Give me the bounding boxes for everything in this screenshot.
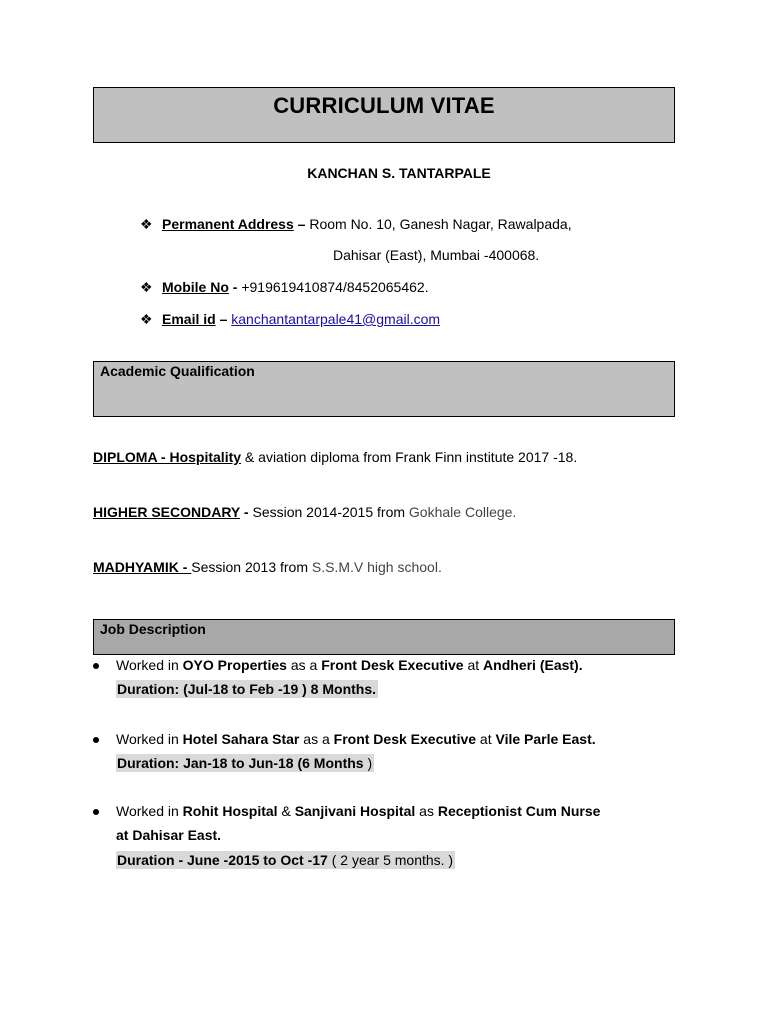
email-label: Email id xyxy=(162,311,216,327)
job-heading: Job Description xyxy=(100,621,206,637)
job-item xyxy=(93,731,693,781)
job-duration xyxy=(116,754,374,772)
madhyamik-text: Session 2013 from xyxy=(191,559,312,575)
job-duration-text: Duration: Jan-18 to Jun-18 (6 Months xyxy=(117,755,368,771)
job-duration-line xyxy=(116,680,378,698)
hsc-text: Session 2014-2015 from xyxy=(252,504,409,520)
job-role: Receptionist Cum Nurse xyxy=(437,803,601,819)
title-box xyxy=(93,87,675,143)
job-location: Vile Parle East. xyxy=(495,731,596,747)
email-row xyxy=(140,311,440,328)
address-row xyxy=(140,216,572,233)
diamond-bullet-icon: ❖ xyxy=(140,216,153,232)
job-duration: Duration: (Jul-18 to Feb -19 ) 8 Months. xyxy=(117,681,377,697)
hsc-label: HIGHER SECONDARY xyxy=(93,504,241,520)
job-text: Worked in xyxy=(116,657,183,673)
address-line1: Room No. 10, Ganesh Nagar, Rawalpada, xyxy=(309,216,572,232)
qualification-madhyamik xyxy=(93,559,442,575)
qualification-higher-secondary xyxy=(93,504,516,520)
job-item xyxy=(93,803,693,875)
job-location: Andheri (East). xyxy=(483,657,583,673)
job-text: as xyxy=(415,803,438,819)
job-text: at xyxy=(463,657,484,673)
address-label: Permanent Address xyxy=(162,216,294,232)
job-text: at xyxy=(476,731,496,747)
job-heading-box xyxy=(93,619,675,655)
bullet-dot-icon xyxy=(93,809,99,815)
madhyamik-label: MADHYAMIK - xyxy=(93,559,192,575)
job-duration-line xyxy=(116,851,455,869)
job-company: Hotel Sahara Star xyxy=(182,731,300,747)
mobile-row xyxy=(140,279,429,296)
email-separator: – xyxy=(219,311,228,327)
address-line2: Dahisar (East), Mumbai -400068. xyxy=(333,247,540,263)
job-line-continued xyxy=(116,827,221,843)
madhyamik-place: S.S.M.V high school. xyxy=(311,559,442,575)
job-duration-tail: ( 2 year 5 months. ) xyxy=(331,852,454,868)
job-text: as a xyxy=(299,731,334,747)
candidate-name: KANCHAN S. TANTARPALE xyxy=(307,165,491,181)
academic-heading: Academic Qualification xyxy=(100,363,255,379)
job-company: OYO Properties xyxy=(182,657,287,673)
bullet-dot-icon xyxy=(93,663,99,669)
job-line xyxy=(116,657,583,673)
mobile-separator: - xyxy=(232,279,238,295)
job-item xyxy=(93,657,693,707)
job-duration-line xyxy=(116,754,374,772)
job-text: as a xyxy=(286,657,322,673)
page-title: CURRICULUM VITAE xyxy=(273,93,495,118)
job-role: Front Desk Executive xyxy=(321,657,464,673)
bullet-dot-icon xyxy=(93,737,99,743)
job-duration-tail: ) xyxy=(367,755,373,771)
diploma-text: & aviation diploma from Frank Finn institute 2017 -18. xyxy=(241,449,578,465)
job-company: Rohit Hospital xyxy=(182,803,278,819)
job-duration-text: Duration - June -2015 to Oct -17 xyxy=(117,852,332,868)
diamond-bullet-icon: ❖ xyxy=(140,311,153,327)
job-role: Front Desk Executive xyxy=(333,731,477,747)
job-text: Worked in xyxy=(116,731,183,747)
mobile-label: Mobile No xyxy=(162,279,229,295)
hsc-separator: - xyxy=(240,504,253,520)
job-duration xyxy=(116,851,455,869)
diamond-bullet-icon: ❖ xyxy=(140,279,153,295)
job-text: & xyxy=(277,803,295,819)
mobile-value: +919619410874/8452065462. xyxy=(241,279,429,295)
academic-heading-box xyxy=(93,361,675,417)
hsc-place: Gokhale College. xyxy=(408,504,517,520)
diploma-label: DIPLOMA - Hospitality xyxy=(93,449,242,465)
email-link[interactable]: kanchantantarpale41@gmail.com xyxy=(231,311,441,327)
job-text: Worked in xyxy=(116,803,183,819)
job-company: Sanjivani Hospital xyxy=(294,803,416,819)
job-line xyxy=(116,731,596,747)
job-line xyxy=(116,803,600,819)
qualification-diploma xyxy=(93,449,577,465)
job-location: at Dahisar East. xyxy=(116,827,222,843)
address-separator: – xyxy=(297,216,306,232)
